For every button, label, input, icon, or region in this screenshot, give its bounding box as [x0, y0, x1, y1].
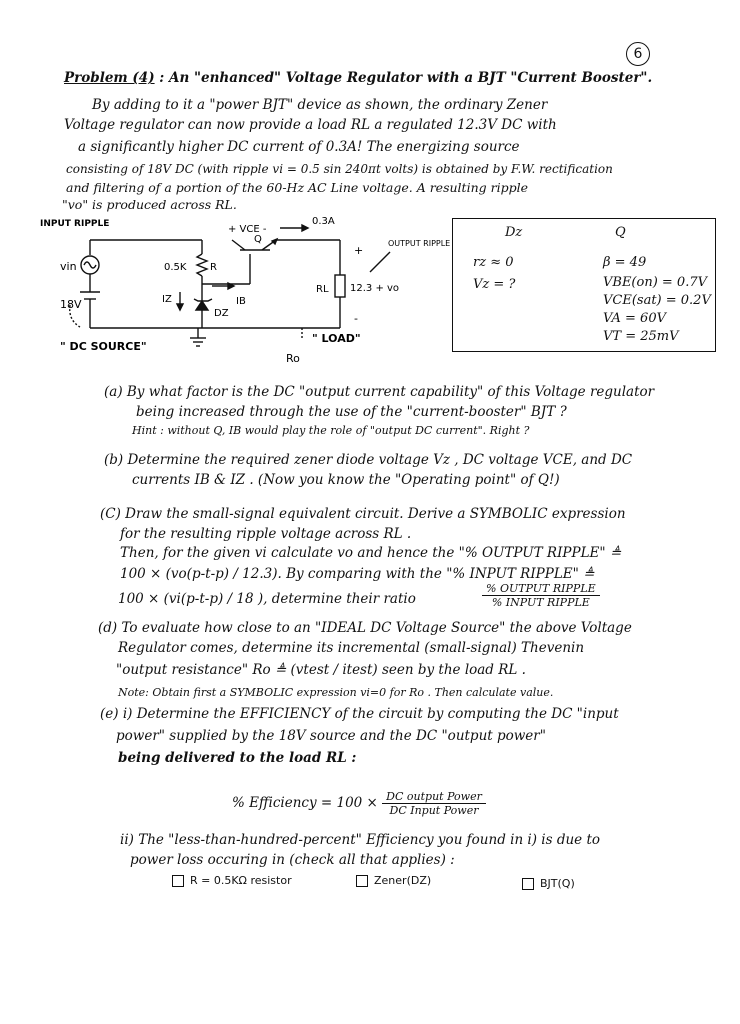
question-a-line-1: being increased through the use of the "current-booster" BJT ? — [136, 404, 567, 420]
intro-line-4: and filtering of a portion of the 60-Hz AC Line voltage. A resulting ripple — [66, 180, 528, 195]
question-d-line-0: (d) To evaluate how close to an "IDEAL DC Voltage Source" the above Voltage — [98, 620, 632, 636]
intro-line-0: By adding to it a "power BJT" device as shown, the ordinary Zener — [92, 97, 548, 113]
dz-header: Dz — [505, 225, 523, 240]
checkbox-zener[interactable] — [356, 874, 431, 887]
question-c-line-1: for the resulting ripple voltage across RL . — [120, 526, 412, 542]
resistor-value-label: 0.5K — [164, 262, 187, 273]
ripple-ratio — [482, 582, 600, 609]
checkbox-bjt-box[interactable] — [522, 878, 534, 890]
ripple-ratio-denominator: % INPUT RIPPLE — [491, 596, 590, 609]
load-label: " LOAD" — [312, 332, 361, 345]
checkbox-resistor-box[interactable] — [172, 875, 184, 887]
ro-label: Ro — [286, 352, 300, 365]
problem-title: : An "enhanced" Voltage Regulator with a BJT "Current Booster". — [159, 70, 653, 86]
question-a-hint: Hint : without Q, IB would play the role of "output DC current". Right ? — [132, 424, 530, 437]
dz-label: DZ — [214, 308, 229, 319]
dc-source-label: " DC SOURCE" — [60, 340, 147, 353]
checkbox-resistor[interactable] — [172, 874, 292, 887]
q-beta-line: β = 49 — [603, 255, 647, 270]
q-header: Q — [615, 225, 626, 240]
efficiency-lhs: % Efficiency = 100 × — [232, 795, 378, 811]
checkbox-bjt[interactable] — [522, 877, 575, 890]
checkbox-bjt-label: BJT(Q) — [540, 877, 575, 890]
question-e-ii-line-1: power loss occuring in (check all that applies) : — [130, 852, 455, 868]
q-label: Q — [254, 234, 262, 245]
dc-18v-label: 18V — [60, 298, 82, 311]
intro-line-3: consisting of 18V DC (with ripple vi = 0.5 sin 240πt volts) is obtained by F.W. rectification — [66, 162, 613, 176]
checkbox-resistor-label: R = 0.5KΩ resistor — [190, 874, 292, 887]
question-b-line-0: (b) Determine the required zener diode voltage Vz , DC voltage VCE, and DC — [104, 452, 633, 468]
question-a-line-0: (a) By what factor is the DC "output current capability" of this Voltage regulator — [104, 384, 655, 400]
vin-label: vin — [60, 260, 77, 273]
q-vbe-line: VBE(on) = 0.7V — [603, 275, 707, 290]
problem-label: Problem (4) — [64, 70, 155, 86]
efficiency-numerator: DC output Power — [382, 790, 486, 804]
question-c-line-3: 100 × (vo(p-t-p) / 12.3). By comparing with the "% INPUT RIPPLE" ≜ — [120, 566, 595, 582]
rl-label: RL — [316, 284, 329, 295]
output-plus-label: + — [354, 244, 364, 257]
question-e-line-2: being delivered to the load RL : — [118, 750, 357, 766]
q-vcesat-line: VCE(sat) = 0.2V — [603, 293, 711, 308]
ib-label: IB — [236, 296, 246, 307]
question-d-note: Note: Obtain first a SYMBOLIC expression vi=0 for Ro . Then calculate value. — [118, 686, 554, 699]
resistor-r-label: R — [210, 262, 217, 273]
question-c-line-2: Then, for the given vi calculate vo and hence the "% OUTPUT RIPPLE" ≜ — [120, 545, 622, 561]
question-b-line-1: currents IB & IZ . (Now you know the "Operating point" of Q!) — [132, 472, 560, 488]
q-vt-line: VT = 25mV — [603, 329, 679, 344]
dz-rz-line: rz ≈ 0 — [473, 255, 514, 270]
question-e-line-0: (e) i) Determine the EFFICIENCY of the circuit by computing the DC "input — [100, 706, 619, 722]
intro-line-1: Voltage regulator can now provide a load RL a regulated 12.3V DC with — [64, 117, 557, 133]
current-label: 0.3A — [312, 216, 335, 227]
output-minus-label: - — [354, 312, 358, 325]
question-d-line-1: Regulator comes, determine its incremental (small-signal) Thevenin — [118, 640, 585, 656]
intro-line-2: a significantly higher DC current of 0.3A! The energizing source — [78, 139, 520, 155]
device-parameters-box — [452, 218, 716, 352]
output-ripple-label: OUTPUT RIPPLE — [388, 239, 451, 248]
input-ripple-label: INPUT RIPPLE — [40, 219, 110, 229]
efficiency-formula — [232, 790, 486, 817]
dz-vz-line: Vz = ? — [473, 277, 516, 292]
question-e-ii-line-0: ii) The "less-than-hundred-percent" Efficiency you found in i) is due to — [120, 832, 601, 848]
q-va-line: VA = 60V — [603, 311, 666, 326]
checkbox-zener-label: Zener(DZ) — [374, 874, 432, 887]
problem-heading — [64, 70, 652, 86]
rl-voltage-label: 12.3 + vo — [350, 283, 400, 294]
iz-label: IZ — [162, 294, 172, 305]
regulator-circuit-diagram — [40, 210, 460, 370]
question-c-line-0: (C) Draw the small-signal equivalent circuit. Derive a SYMBOLIC expression — [100, 506, 626, 522]
page-number: 6 — [626, 42, 650, 66]
checkbox-zener-box[interactable] — [356, 875, 368, 887]
question-d-line-2: "output resistance" Ro ≜ (vtest / itest) seen by the load RL . — [116, 662, 526, 678]
ripple-ratio-numerator: % OUTPUT RIPPLE — [482, 582, 600, 596]
efficiency-denominator: DC Input Power — [389, 804, 479, 817]
question-c-line-4: 100 × (vi(p-t-p) / 18 ), determine their ratio — [118, 591, 416, 607]
vce-label: + VCE - — [228, 224, 267, 235]
intro-line-5: "vo" is produced across RL. — [62, 197, 237, 212]
question-e-line-1: power" supplied by the 18V source and the DC "output power" — [116, 728, 546, 744]
